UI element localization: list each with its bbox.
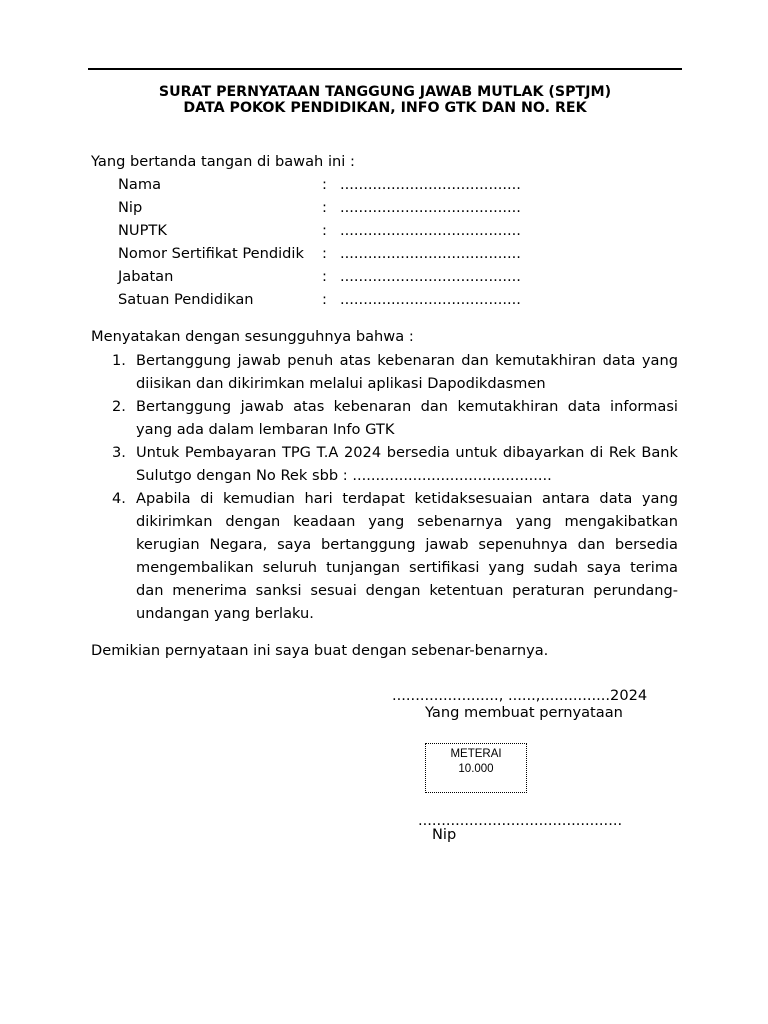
meterai-stamp-box [425,743,527,793]
field-nama [118,175,521,195]
field-colon: : [322,291,327,308]
field-label: Satuan Pendidikan [118,291,254,308]
list-item-number: 4. [112,490,126,507]
header-rule [88,68,682,70]
field-value: ....................................... [340,222,521,239]
signature-line: ............................................ [418,812,623,829]
field-colon: : [322,176,327,193]
field-colon: : [322,245,327,262]
field-nomor-sertifikat [118,244,521,264]
field-label: Jabatan [118,268,174,285]
list-item-text: Bertanggung jawab atas kebenaran dan kemutakhiran data informasi yang ada dalam lembaran Info GTK [136,398,678,438]
signer-label: Yang membuat pernyataan [425,704,623,721]
signature-nip-label: Nip [432,826,457,843]
list-item-number: 1. [112,352,126,369]
field-label: Nama [118,176,162,193]
list-item-number: 2. [112,398,126,415]
title-line-2: DATA POKOK PENDIDIKAN, INFO GTK DAN NO. REK [183,100,587,116]
field-value: ....................................... [340,176,521,193]
list-item [112,349,678,395]
statement-intro: Menyatakan dengan sesungguhnya bahwa : [91,328,414,345]
closing-text: Demikian pernyataan ini saya buat dengan sebenar-benarnya. [91,642,549,659]
list-item [112,487,678,625]
list-item-text: Bertanggung jawab penuh atas kebenaran dan kemutakhiran data yang diisikan dan dikirimkan melalui aplikasi Dapodikdasmen [136,352,678,392]
intro-text: Yang bertanda tangan di bawah ini : [91,153,355,170]
field-colon: : [322,222,327,239]
field-value: ....................................... [340,199,521,216]
list-item [112,395,678,441]
field-label: NUPTK [118,222,167,239]
field-colon: : [322,199,327,216]
field-jabatan [118,267,521,287]
field-nip [118,198,521,218]
field-value: ....................................... [340,245,521,262]
field-value: ....................................... [340,268,521,285]
list-item-number: 3. [112,444,126,461]
stamp-label: METERAI [450,748,502,760]
title-line-1: SURAT PERNYATAAN TANGGUNG JAWAB MUTLAK (SPTJM) [158,84,612,100]
stamp-value: 10.000 [458,763,494,775]
list-item-text: Apabila di kemudian hari terdapat ketidaksesuaian antara data yang dikirimkan dengan keadaan yang sebenarnya yang mengakibatkan kerugian Negara, saya bertanggung jawab sepenuhnya dan bersedia mengembalikan seluruh tunjangan sertifikasi yang sudah saya terima dan menerima sanksi sesuai dengan ketentuan peraturan perundang-undangan yang berlaku. [136,490,678,622]
field-colon: : [322,268,327,285]
field-nuptk [118,221,521,241]
place-date: ......................., ......,...............2024 [392,687,648,704]
document-title [88,84,682,116]
field-label: Nomor Sertifikat Pendidik [118,245,304,262]
field-label: Nip [118,199,143,216]
field-value: ....................................... [340,291,521,308]
list-item-text: Untuk Pembayaran TPG T.A 2024 bersedia untuk dibayarkan di Rek Bank Sulutgo dengan No Rek sbb : ........................................... [136,444,678,484]
field-satuan-pendidikan [118,290,521,310]
list-item [112,441,678,487]
